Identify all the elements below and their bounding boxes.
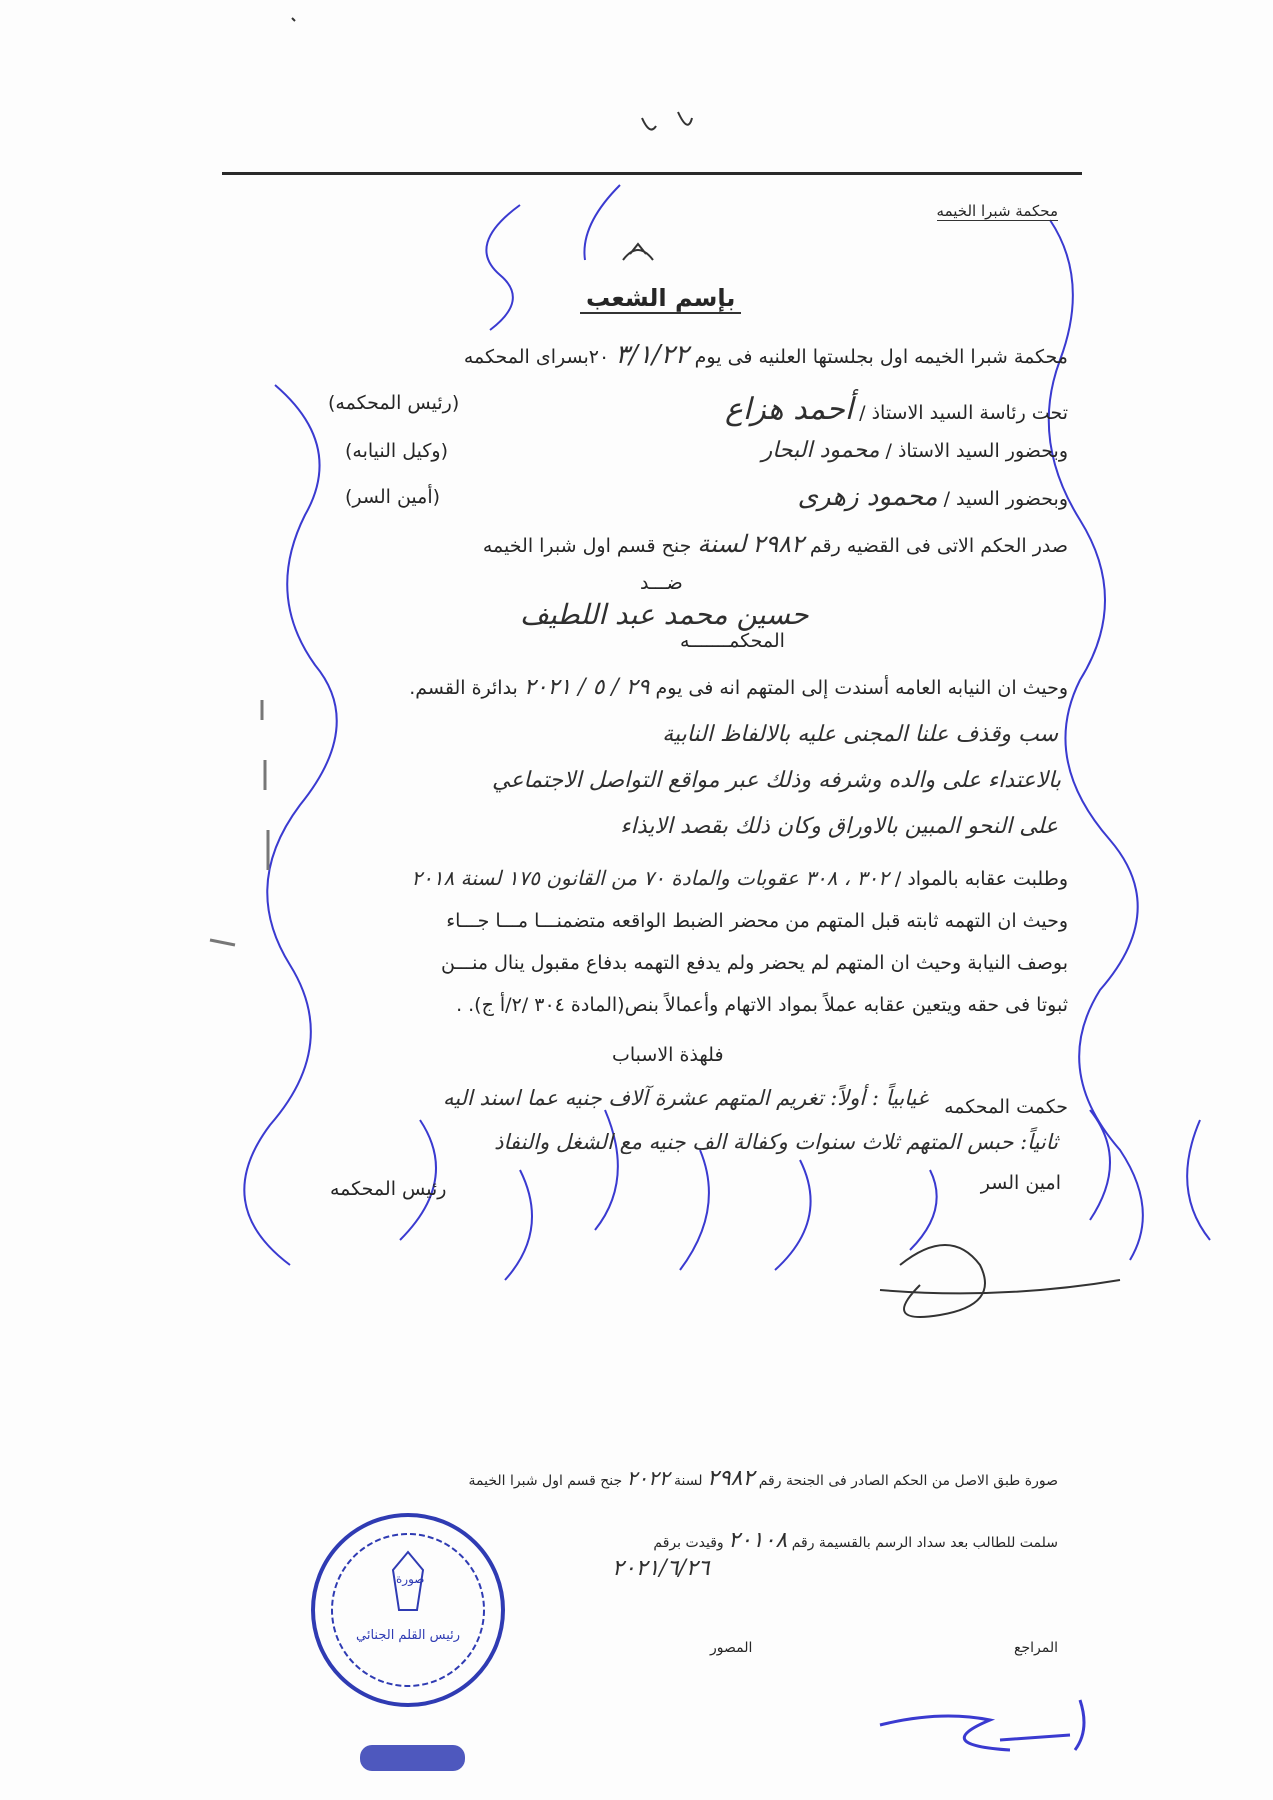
charge-intro-line: [409, 675, 1068, 700]
secretary-line: [798, 482, 1068, 512]
stamp-copy-label: صورة: [396, 1572, 425, 1586]
charge-intro: وحيث ان النيابه العامه أسندت إلى المتهم انه فى يوم: [655, 677, 1068, 699]
presiding-role: (رئيس المحكمه): [328, 392, 460, 414]
secretary-name-handwritten: محمود زهرى: [797, 482, 938, 512]
copy-year-label: لسنة: [674, 1473, 703, 1489]
reasoning-line-3: ثبوتا فى حقه ويتعين عقابه عملاً بمواد الاتهام وأعمالاً بنص(المادة ٣٠٤ /٢/أ ج). .: [456, 994, 1068, 1016]
defendant-name-handwritten: حسين محمد عبد اللطيف: [520, 598, 809, 631]
copy-line: [469, 1466, 1058, 1491]
prosecutor-prefix: وبحضور السيد الاستاذ /: [885, 440, 1068, 462]
penalty-prefix: وطلبت عقابه بالمواد /: [894, 868, 1068, 890]
presiding-prefix: تحت رئاسة السيد الاستاذ /: [859, 402, 1068, 424]
delivered-line: [653, 1528, 1058, 1553]
session-line-1-prefix: محكمة شبرا الخيمه اول بجلستها العلنيه فى يوم: [694, 346, 1068, 368]
court-name-small: محكمة شبرا الخيمه: [936, 202, 1058, 220]
against-label: ضـــد: [640, 572, 683, 594]
charge-handwritten-line-1: سب وقذف علنا المجنى عليه بالالفاظ النابية: [662, 722, 1058, 747]
case-number-handwritten: ٢٩٨٢: [752, 530, 804, 558]
reviewer-label: المراجع: [1014, 1640, 1058, 1656]
session-date-handwritten: ٣/١/٢٢: [615, 340, 689, 370]
eagle-emblem-icon: [618, 240, 658, 266]
charge-handwritten-line-2: بالاعتداء على والده وشرفه وذلك عبر مواقع التواصل الاجتماعي: [492, 768, 1061, 793]
registered-label: وقيدت برقم: [653, 1535, 724, 1551]
secretary-label: امين السر: [980, 1172, 1061, 1194]
reasoning-line-2: بوصف النيابة وحيث ان المتهم لم يحضر ولم يدفع التهمه بدفاع مقبول ينال منـــن: [441, 952, 1068, 974]
ruling-handwritten-line-2: ثانياً: حبس المتهم ثلاث سنوات وكفالة الف جنيه مع الشغل والنفاذ: [494, 1130, 1058, 1154]
delivered-prefix: سلمت للطالب بعد سداد الرسم بالقسيمة رقم: [791, 1535, 1058, 1551]
case-line: [483, 530, 1068, 558]
copy-line-prefix: صورة طبق الاصل من الحكم الصادر فى الجنحة رقم: [758, 1473, 1058, 1489]
prosecutor-name-handwritten: محمود البحار: [761, 438, 880, 463]
stamp-smudge: [360, 1745, 465, 1771]
secretary-prefix: وبحضور السيد /: [943, 488, 1068, 510]
copy-line-suffix: جنح قسم اول شبرا الخيمة: [468, 1473, 623, 1489]
copy-case-handwritten: ٢٩٨٢: [707, 1466, 755, 1491]
court-heading: المحكمـــــــه: [680, 630, 785, 652]
presiding-line: [725, 392, 1068, 427]
copy-year-handwritten: ٢٠٢٢: [626, 1466, 670, 1490]
presiding-name-handwritten: أحمد هزاع: [724, 392, 854, 427]
charge-place: بدائرة القسم.: [409, 677, 518, 699]
reasoning-line-1: وحيث ان التهمه ثابته قبل المتهم من محضر الضبط الواقعه متضمنـــا مـــا جـــاء: [446, 910, 1068, 932]
case-year-handwritten: لسنة: [697, 530, 747, 558]
receipt-handwritten: ٢٠١٠٨: [728, 1528, 788, 1553]
prosecutor-role: (وكيل النيابه): [345, 440, 449, 462]
verdict-heading: فلهذة الاسباب: [612, 1044, 724, 1066]
header-rule: [222, 172, 1082, 175]
session-line-1: [464, 340, 1068, 370]
court-seal-stamp: [308, 1510, 508, 1710]
stamp-head-label: رئيس القلم الجنائي: [356, 1628, 461, 1643]
emblem-title: بإسم الشعب: [580, 284, 741, 314]
penalty-articles-handwritten: ٣٠٢ ، ٣٠٨ عقوبات والمادة ٧٠ من القانون ١٧٥ لسنة ٢٠١٨: [411, 866, 889, 890]
case-prefix: صدر الحكم الاتى فى القضيه رقم: [809, 535, 1068, 557]
photocopier-label: المصور: [710, 1640, 753, 1656]
session-line-1-suffix: ٢٠بسرای المحكمه: [463, 346, 610, 368]
charge-date-handwritten: ٢٩ / ٥ / ٢٠٢١: [523, 675, 650, 700]
charge-handwritten-line-3: على النحو المبين بالاوراق وكان ذلك بقصد الايذاء: [620, 814, 1058, 839]
ruling-handwritten-line-1: غيابياً : أولاً: تغريم المتهم عشرة آلاف جنيه عما اسند اليه: [443, 1086, 928, 1110]
ruled-prefix: حكمت المحكمه: [944, 1096, 1068, 1118]
prosecutor-line: [762, 438, 1068, 463]
president-label: رئيس المحكمه: [330, 1178, 447, 1200]
registered-date-handwritten: ٢٠٢١/٦/٢٦: [612, 1556, 710, 1581]
secretary-role: (أمين السر): [345, 486, 441, 508]
case-suffix: جنح قسم اول شبرا الخيمه: [482, 535, 692, 557]
penalty-line: [411, 866, 1068, 890]
